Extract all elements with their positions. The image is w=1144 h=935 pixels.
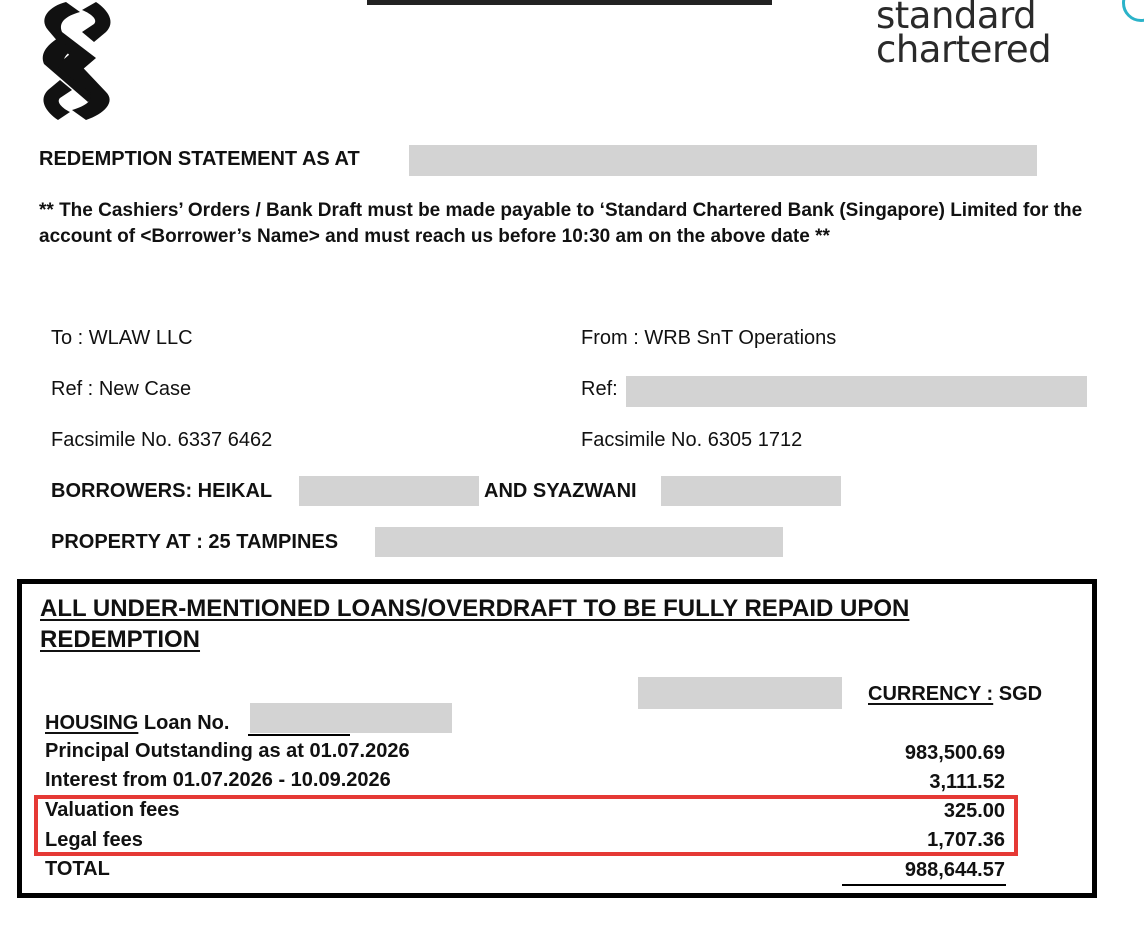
item-label-valuation: Valuation fees [45,799,180,821]
item-amount-principal: 983,500.69 [904,742,1005,764]
wordmark-line-2: chartered [876,28,1052,71]
fees-highlight-box [34,795,1018,856]
property-label: PROPERTY AT : 25 TAMPINES [51,531,339,553]
redacted-box-field [638,677,842,709]
corner-ring-icon [1122,0,1144,22]
loans-heading [40,593,1050,655]
item-label-legal: Legal fees [45,829,143,851]
currency-label: CURRENCY : [868,683,994,705]
wordmark-line-1: standard [876,0,1037,37]
item-amount-valuation: 325.00 [943,800,1005,822]
redacted-borrower-2 [661,476,841,506]
item-label-interest: Interest from 01.07.2026 - 10.09.2026 [45,769,391,791]
loan-no-underline [248,734,350,736]
brand-wordmark [876,0,1116,71]
top-edge-bar [367,0,772,5]
redacted-loan-no [250,703,452,733]
redacted-from-ref [626,376,1087,407]
statement-title: REDEMPTION STATEMENT AS AT [39,148,360,170]
currency-value: SGD [998,683,1043,705]
loan-type: HOUSING [45,712,139,734]
currency-line [868,683,1042,706]
borrowers-connector: AND SYAZWANI [484,480,637,502]
loans-heading-text: ALL UNDER-MENTIONED LOANS/OVERDRAFT TO BE FULLY REPAID UPON REDEMPTION [40,595,910,653]
to-line: To : WLAW LLC [51,327,193,349]
item-label-principal: Principal Outstanding as at 01.07.2026 [45,740,410,762]
total-label: TOTAL [45,858,110,880]
total-underline [842,884,1006,886]
borrowers-label: BORROWERS: HEIKAL [51,480,273,502]
loan-no-line [45,712,229,735]
to-ref-label: Ref : [51,378,94,400]
to-ref-line [51,377,191,401]
from-ref-label: Ref: [581,378,618,400]
redacted-date [409,145,1037,176]
redacted-borrower-1 [299,476,479,506]
payment-notice: ** The Cashiers’ Orders / Bank Draft must be made payable to ‘Standard Chartered Bank (Singapore) Limited for the account of <Borrower’s Name> and must reach us before 10:30 am on the above date ** [39,200,1083,247]
item-amount-legal: 1,707.36 [927,829,1005,851]
item-amount-interest: 3,111.52 [929,771,1005,793]
to-fax: Facsimile No. 6337 6462 [51,429,273,451]
loan-no-label: Loan No. [143,712,230,734]
from-line: From : WRB SnT Operations [581,327,837,349]
redacted-property [375,527,783,557]
standard-chartered-logo-icon [36,2,118,120]
total-amount: 988,644.57 [904,859,1005,881]
to-ref-value: New Case [98,378,192,400]
from-fax: Facsimile No. 6305 1712 [581,429,803,451]
